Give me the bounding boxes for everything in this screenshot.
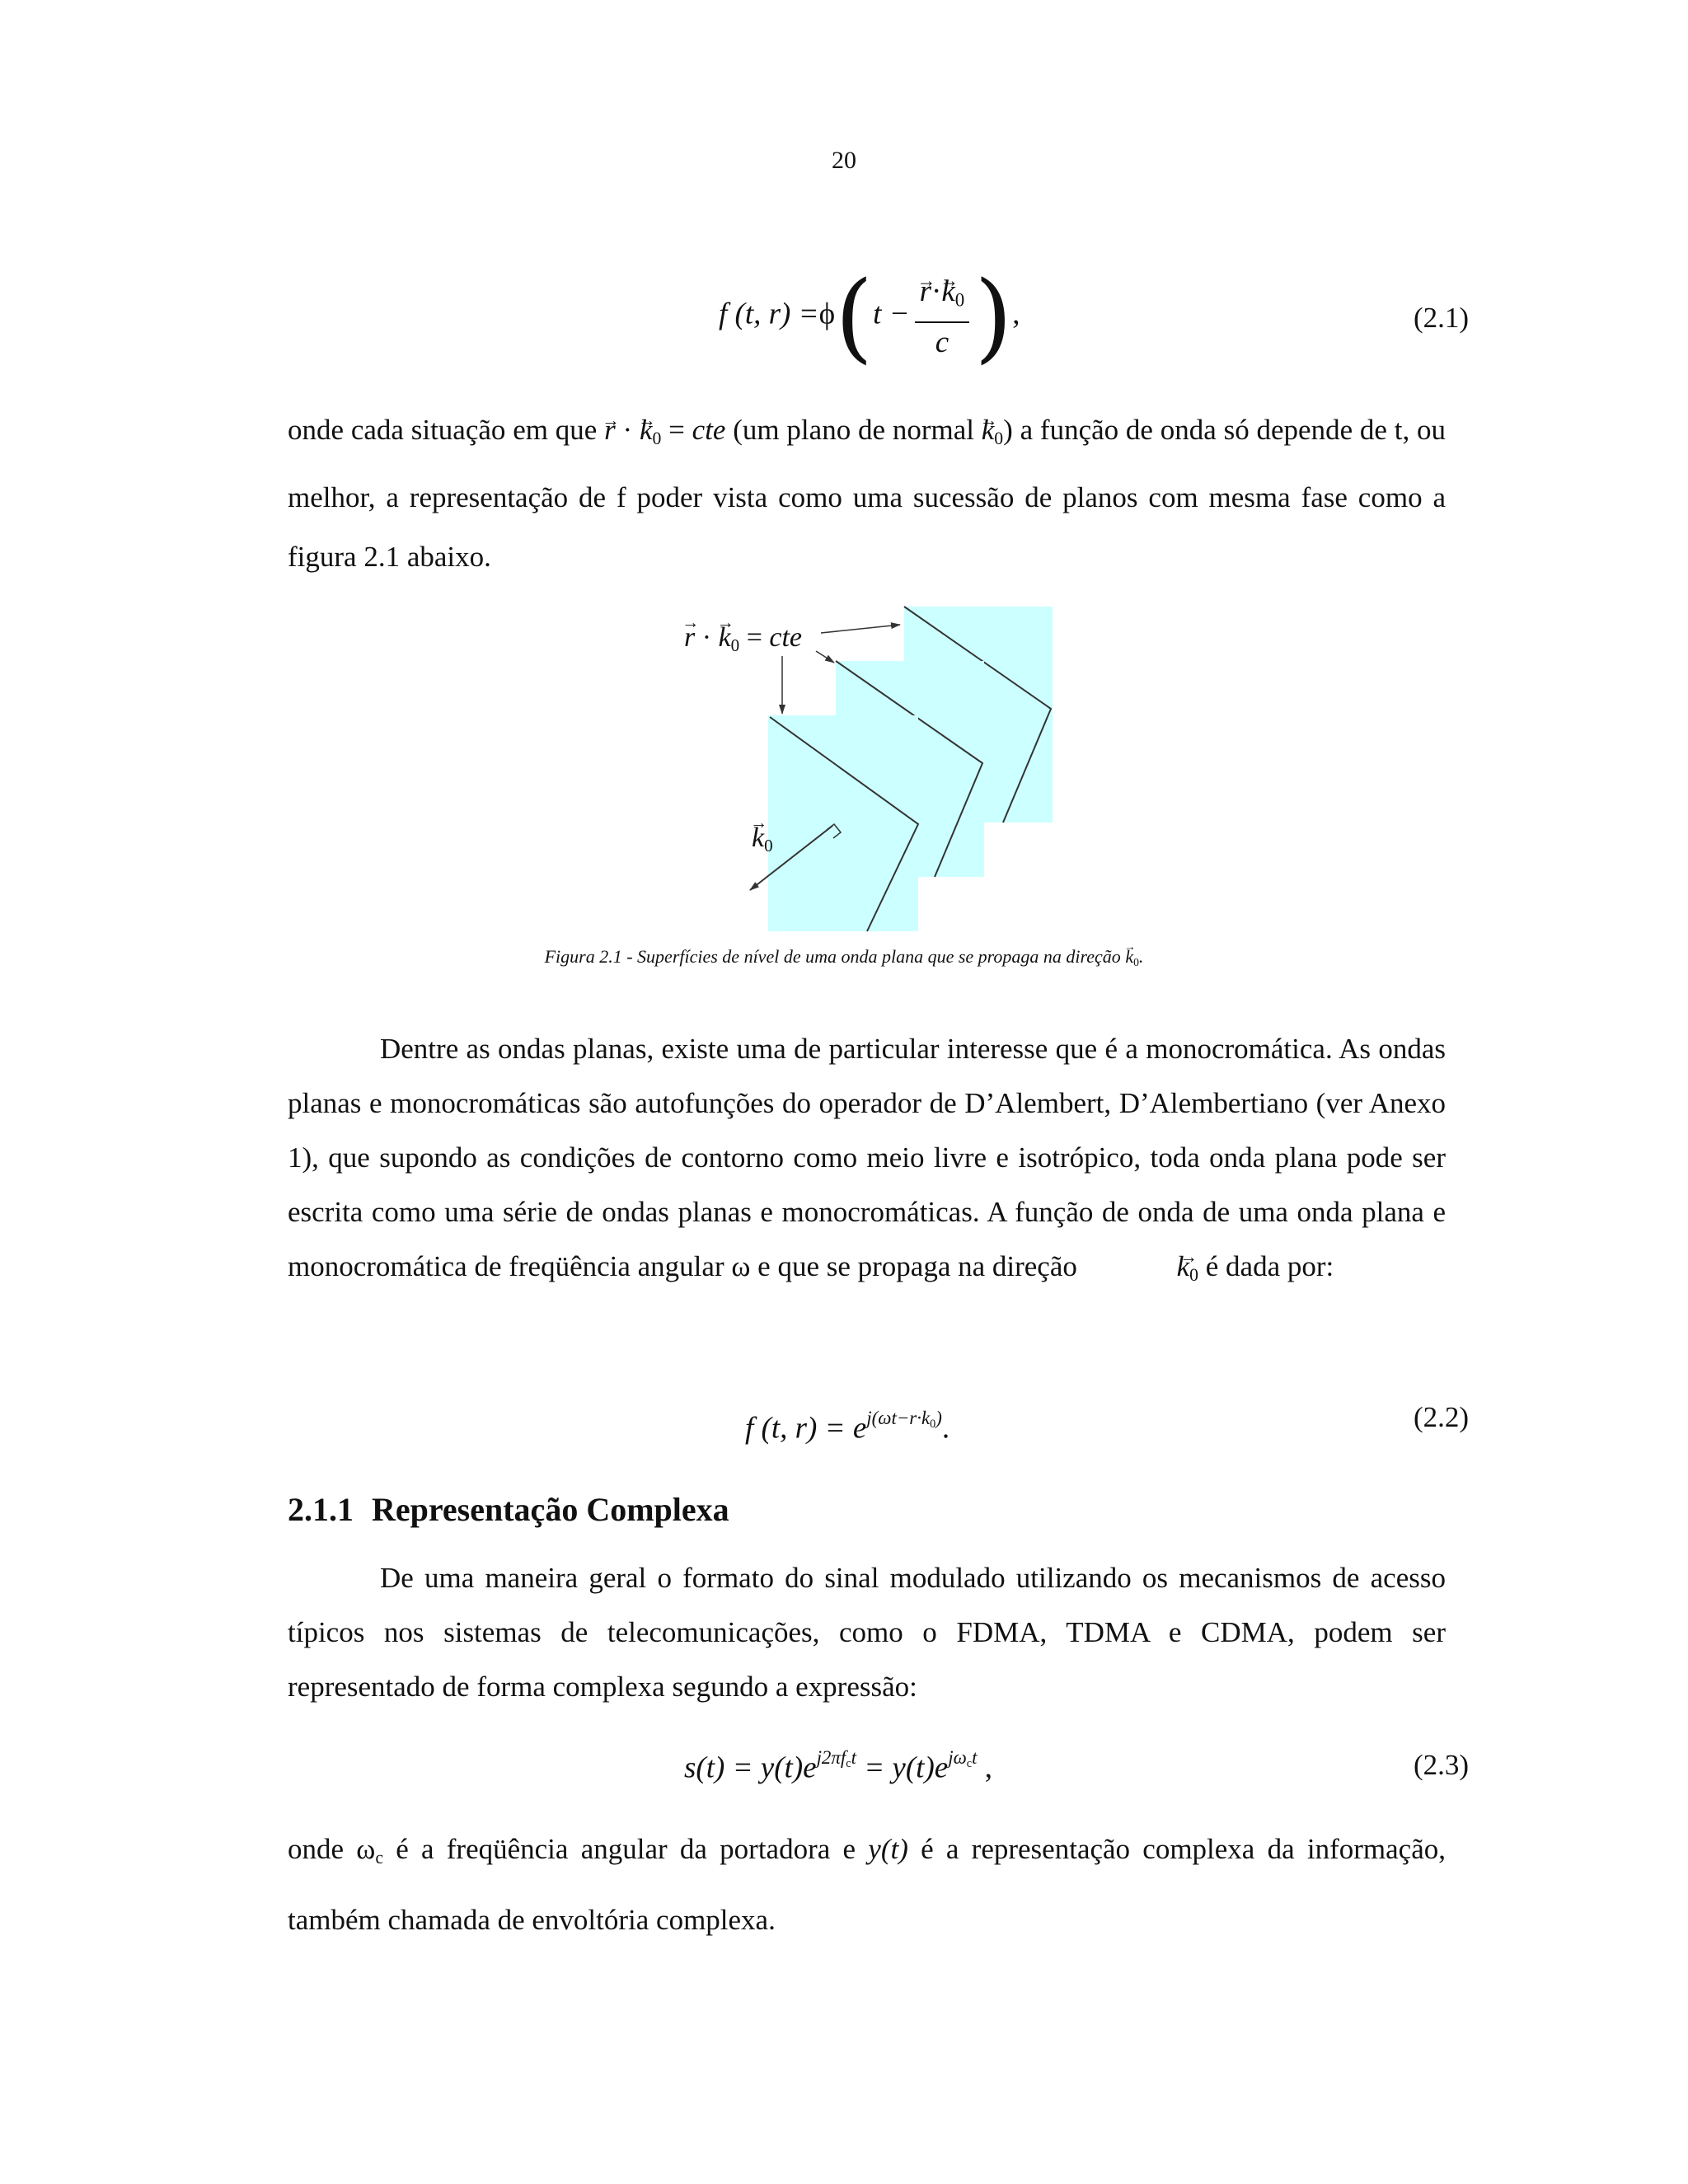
para4-text-3: é a representação complexa da informação, também chamada de envoltória complexa. (288, 1833, 1446, 1937)
eq-2-3-exp2-t: t (972, 1747, 978, 1768)
eq-2-3-exp1 (817, 1747, 856, 1768)
eq-2-3-part1: s(t) = y(t)e (684, 1750, 817, 1785)
para2-omega: ω (731, 1250, 751, 1282)
eq-2-1-fraction (915, 270, 970, 363)
eq-2-2-exponent (866, 1408, 942, 1431)
para2-text-1: Dentre as ondas planas, existe uma de particular interesse que é a monocromática. As ondas planas e monocromáticas são autofunções do operador de D’Alembert, D’Alembertiano (ver Anexo 1), que supondo as condições de contorno como meio livre e isotrópico, toda onda plana pode ser escrita como uma série de ondas planas e monocromáticas. A função de onda de uma onda plana e monocromática de freqüência angular (288, 1033, 1446, 1282)
plane-front-fill (768, 715, 918, 931)
fig-label-r: → r (684, 622, 695, 654)
fig-label-sub: 0 (730, 635, 740, 655)
para1-math-dot: · (615, 414, 640, 446)
eq-2-2-exp-text: j(ωt−r·k (866, 1408, 931, 1428)
para1-math-cte: cte (692, 414, 726, 446)
equation-2-2 (745, 1408, 950, 1446)
eq-2-3-exp1-sub: c (846, 1756, 851, 1770)
fig-k0-k: → k (752, 823, 764, 854)
figure-label-k0 (752, 823, 773, 856)
equation-2-1-number: (2.1) (1413, 302, 1469, 334)
fig-label-dot: · (695, 622, 719, 653)
para4-omega: ω (356, 1833, 376, 1865)
para2-k: → k (1085, 1240, 1190, 1294)
caption-text: Figura 2.1 - Superfícies de nível de uma onda plana que se propaga na direção (544, 946, 1126, 967)
page-number: 20 (832, 147, 856, 174)
para2-text-2: e que se propaga na direção (750, 1250, 1085, 1282)
eq-2-1-phi: ϕ (818, 297, 836, 331)
eq-2-2-lhs: f (t, r) = e (745, 1411, 867, 1446)
para1-text-3: ) a função de onda só depende de t, ou melhor, a representação de f poder vista como uma sucessão de planos com mesma fase como a figura 2.1 abaixo. (288, 414, 1446, 574)
para1-math-r: → r (604, 401, 616, 460)
para1-math-sub: 0 (652, 429, 662, 449)
eq-2-1-num-r: → r (920, 270, 931, 313)
eq-2-3-exp2-text: jω (948, 1747, 967, 1768)
fig-k0-sub: 0 (764, 835, 773, 855)
paragraph-3: De uma maneira geral o formato do sinal modulado utilizando os mecanismos de acesso típicos nos sistemas de telecomunicações, como o FDMA, TDMA e CDMA, podem ser representado de forma complexa segundo a expressão: (288, 1562, 1446, 1703)
figure-label-plane-eq (684, 622, 802, 656)
label-arrow-back (821, 625, 900, 633)
para1-math-k2: → k (982, 401, 995, 460)
eq-2-3-exp2 (948, 1747, 977, 1768)
equation-2-3 (684, 1747, 992, 1786)
eq-2-3-exp2-sub: c (966, 1756, 973, 1770)
eq-2-1-close-paren: ) (974, 260, 1013, 373)
paragraph-1 (288, 401, 1446, 587)
para4-omega-sub: c (375, 1848, 383, 1868)
para2-sub: 0 (1189, 1265, 1199, 1286)
caption-k: → k (1125, 946, 1133, 968)
eq-2-2-exp-sub: 0 (930, 1417, 936, 1431)
label-arrow-middle (816, 651, 834, 663)
eq-2-3-part2: = y(t)e (856, 1750, 949, 1785)
paragraph-4 (288, 1818, 1446, 1952)
eq-2-1-num-sub: 0 (954, 289, 965, 311)
section-heading (288, 1490, 729, 1529)
eq-2-1-den: c (935, 326, 950, 360)
para1-math-sub2: 0 (994, 429, 1004, 449)
caption-end: . (1138, 946, 1144, 967)
section-title: Representação Complexa (372, 1491, 729, 1528)
para2-text-3: é dada por: (1198, 1250, 1334, 1282)
para1-text-1: onde cada situação em que (288, 414, 605, 446)
eq-2-3-exp1-text: j2πf (816, 1747, 846, 1768)
figure-2-1 (659, 593, 1088, 940)
eq-2-3-exp1-t: t (851, 1747, 856, 1768)
para1-math-eq: = (661, 414, 692, 446)
eq-2-1-trail: , (1012, 297, 1020, 331)
fig-label-cte: cte (769, 622, 803, 653)
paragraph-2 (288, 1022, 1446, 1302)
eq-2-2-exp-close: ) (935, 1408, 942, 1428)
section-number: 2.1.1 (288, 1491, 354, 1528)
eq-2-3-trail: , (977, 1750, 992, 1785)
equation-2-2-number: (2.2) (1413, 1401, 1469, 1433)
figure-caption (0, 946, 1688, 969)
para4-text-1: onde (288, 1833, 357, 1865)
fig-label-k: → k (719, 622, 731, 654)
para1-math-k: → k (640, 401, 653, 460)
eq-2-1-open-paren: ( (835, 260, 874, 373)
eq-2-1-num-k: → k (941, 270, 954, 313)
para4-text-2: é a freqüência angular da portadora e (382, 1833, 869, 1865)
eq-2-1-t-minus: t − (873, 297, 910, 331)
fig-label-eq: = (739, 622, 770, 653)
equation-2-3-number: (2.3) (1413, 1749, 1469, 1781)
caption-sub: 0 (1133, 955, 1139, 968)
eq-2-1-num-dot: · (931, 274, 942, 308)
eq-2-2-trail: . (941, 1411, 950, 1446)
eq-2-1-lhs: f (t, r) = (719, 297, 819, 331)
equation-2-1 (719, 260, 1020, 373)
para4-yt: y(t) (868, 1833, 908, 1865)
para1-text-2: (um plano de normal (725, 414, 982, 446)
